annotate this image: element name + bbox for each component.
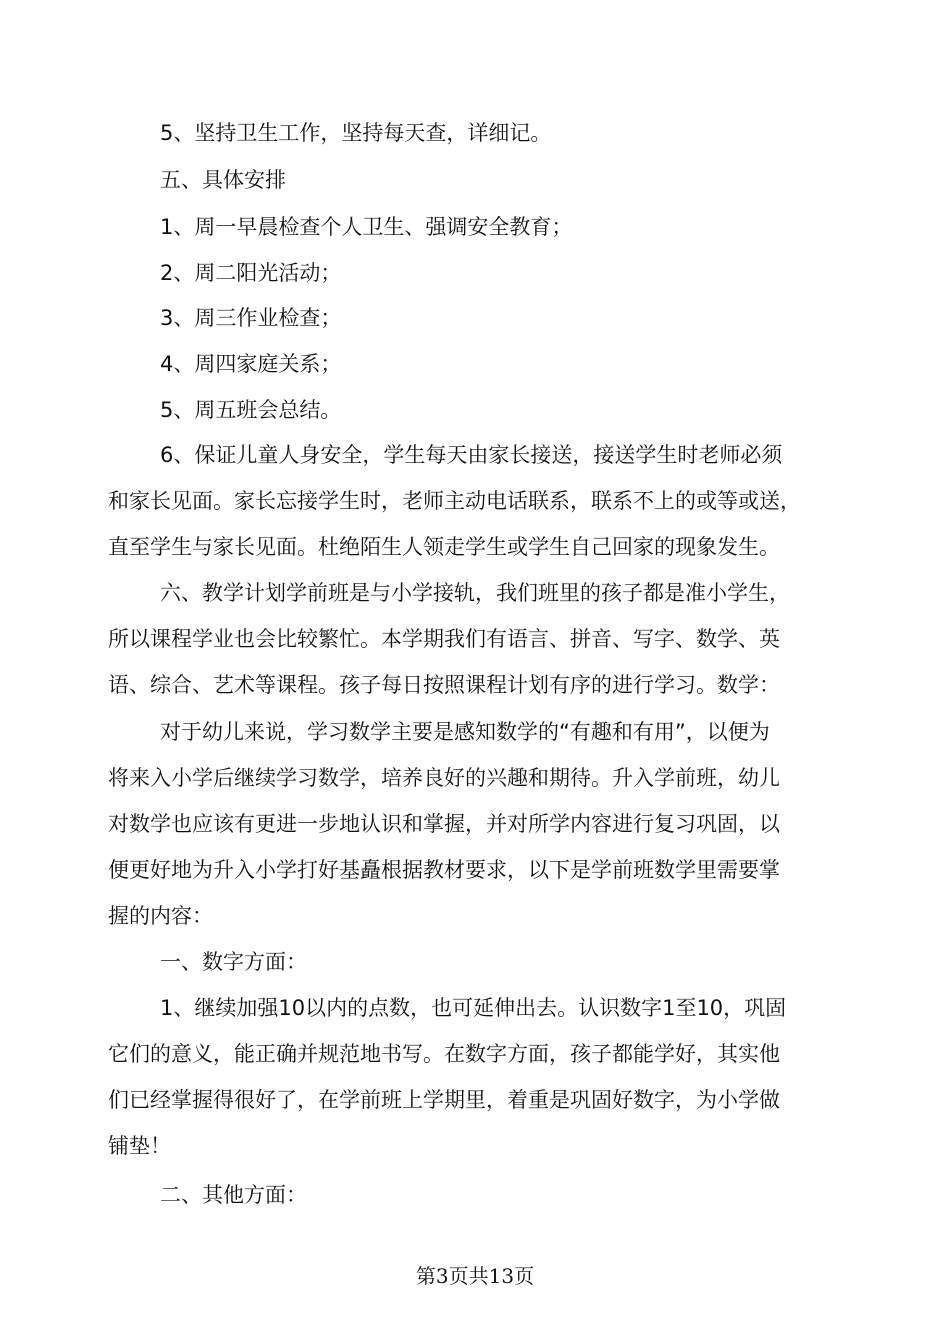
text-line: 3、周三作业检查； (160, 306, 342, 330)
section-heading: 二、其他方面： (160, 1183, 307, 1207)
text-line: 铺垫！ (108, 1134, 171, 1158)
text-line: 6、保证儿童人身安全，学生每天由家长接送，接送学生时老师必须 (160, 443, 783, 467)
section-heading: 五、具体安排 (160, 168, 286, 192)
text-line: 直至学生与家长见面。杜绝陌生人领走学生或学生自己回家的现象发生。 (108, 535, 780, 559)
text-line: 对于幼儿来说，学习数学主要是感知数学的“有趣和有用”，以便为 (160, 720, 770, 744)
section-heading: 一、数字方面： (160, 950, 307, 974)
text-line: 5、坚持卫生工作，坚持每天查，详细记。 (160, 121, 552, 145)
text-line: 2、周二阳光活动； (160, 261, 342, 285)
text-line: 和家长见面。家长忘接学生时，老师主动电话联系，联系不上的或等或送， (108, 489, 801, 513)
text-line: 5、周五班会总结。 (160, 398, 342, 422)
text-line: 握的内容： (108, 904, 213, 928)
text-line: 1、继续加强10以内的点数，也可延伸出去。认识数字1至10，巩固 (160, 996, 787, 1020)
text-line: 所以课程学业也会比较繁忙。本学期我们有语言、拼音、写字、数学、英 (108, 627, 780, 651)
page-number-footer: 第3页共13页 (415, 1264, 535, 1288)
text-line: 六、教学计划学前班是与小学接轨，我们班里的孩子都是准小学生， (160, 581, 790, 605)
text-line: 它们的意义，能正确并规范地书写。在数字方面，孩子都能学好，其实他 (108, 1042, 780, 1066)
text-line: 4、周四家庭关系； (160, 352, 342, 376)
text-line: 们已经掌握得很好了，在学前班上学期里，着重是巩固好数字，为小学做 (108, 1088, 780, 1112)
text-line: 1、周一早晨检查个人卫生、强调安全教育； (160, 215, 573, 239)
text-line: 将来入小学后继续学习数学，培养良好的兴趣和期待。升入学前班，幼儿 (108, 766, 780, 790)
text-line: 便更好地为升入小学打好基矗根据教材要求，以下是学前班数学里需要掌 (108, 858, 780, 882)
text-line: 语、综合、艺术等课程。孩子每日按照课程计划有序的进行学习。数学： (108, 673, 780, 697)
text-line: 对数学也应该有更进一步地认识和掌握，并对所学内容进行复习巩固，以 (108, 812, 780, 836)
